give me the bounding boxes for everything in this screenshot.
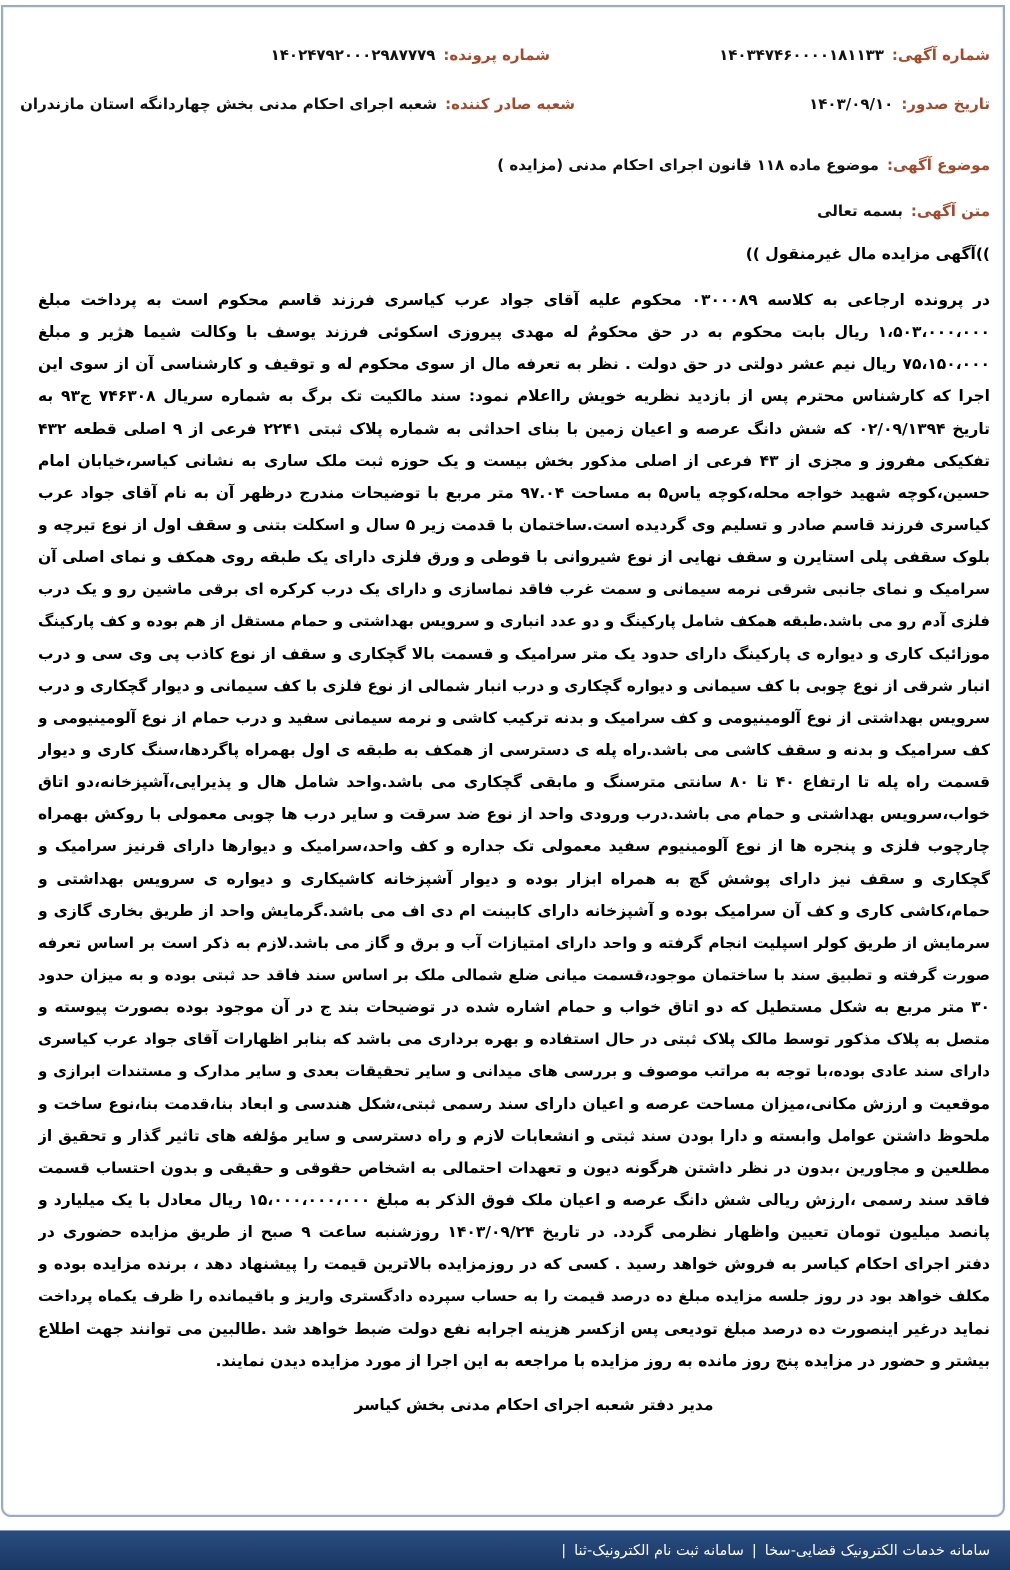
body-line: کف سرامیک و بدنه و سقف کاشی می باشد.راه پله ی دسترسی از همکف به طبقه ی اول بهمراه پاگردها،سنگ کاری و دیوار xyxy=(38,740,990,759)
notice-body xyxy=(38,284,990,1377)
body-line: ۱،۵۰۳،۰۰۰،۰۰۰ ریال بابت محکوم به در حق محکومُ له مهدی پیروزی اسکوئی فرزند یوسف با وکالت شیما هژیر و مبلغ xyxy=(38,323,990,342)
body-line: انبار شرقی از نوع چوبی با کف سیمانی و دیواره گچکاری و درب انبار شمالی از نوع فلزی با کف سیمانی و دیوار گچکاری و درب xyxy=(38,676,990,695)
body-line: نماید درغیر اینصورت ده درصد مبلغ تودیعی پس ازکسر هزینه اجرابه نفع دولت ضبط خواهد شد .طالبین می توانند جهت اطلاع xyxy=(38,1319,990,1338)
issue-date-field xyxy=(809,90,990,118)
body-line: سرمایش از طریق کولر اسپلیت انجام گرفته و واحد دارای امتیازات آب و برق و گاز می باشد.لازم به ذکر است بر اساس تعرفه xyxy=(38,933,990,952)
body-line: فاقد سند رسمی ،ارزش ریالی شش دانگ عرصه و اعیان ملک فوق الذکر به مبلغ ۱۵،۰۰۰،۰۰۰،۰۰۰ ریال معادل با یک میلیارد و xyxy=(38,1190,990,1209)
body-line: تفکیکی مفروز و مجزی از ۴۳ فرعی از اصلی مذکور بخش بیست و یک حوزه ثبت ملک ساری به نشانی کیاسر،خیابان امام xyxy=(38,451,990,470)
footer-link-sana[interactable]: سامانه ثبت نام الکترونیک-ثنا xyxy=(574,1542,744,1559)
body-line: ۷۵،۱۵۰،۰۰۰ ریال نیم عشر دولتی در حق دولت . نظر به تعرفه مال از سوی محکوم له و توقیف و کارشناسی آن از سوی این xyxy=(38,355,990,374)
body-line: خواب،سرویس بهداشتی و حمام می باشد.درب ورودی واحد از نوع ضد سرقت و سایر درب ها چوبی معمولی با روکش بهمراه xyxy=(38,805,990,824)
body-line: مکلف خواهد بود در روز جلسه مزایده مبلغ ده درصد قیمت را به حساب سپرده دادگستری واریز و باقیمانده را ظرف یکماه پرداخت xyxy=(38,1287,990,1306)
footer-separator: | xyxy=(751,1542,757,1559)
issuing-branch-field xyxy=(20,90,575,118)
body-line: بیشتر و حضور در مزایده پنج روز مانده به روز مزایده با مراجعه به این اجرا از مورد مزایده دیدن نمایند. xyxy=(215,1351,990,1370)
body-line: موزائیک کاری و دیواره ی پارکینگ دارای حدود یک متر سرامیک و قسمت بالا گچکاری و سقف از نوع کاذب پی وی سی و درب xyxy=(38,644,990,663)
notice-subject-label: موضوع آگهی: xyxy=(886,156,990,174)
issuing-branch-label: شعبه صادر کننده: xyxy=(445,95,575,113)
notice-text-field xyxy=(817,197,990,225)
body-line: صورت گرفته و تطبیق سند با ساختمان موجود،قسمت میانی ضلع شمالی ملک بر اساس سند فاقد حد ثبتی بوده و به میزان حدود xyxy=(38,965,990,984)
body-line: سرامیک و نمای جانبی شرقی نرمه سیمانی و سمت غرب فاقد نماسازی و دارای یک درب کرکره ای برقی ماشین رو و یک درب xyxy=(38,580,990,599)
notice-number-value: ۱۴۰۳۴۷۴۶۰۰۰۰۱۸۱۱۳۳ xyxy=(719,46,884,64)
case-number-label: شماره پرونده: xyxy=(443,46,550,64)
body-line: در پرونده ارجاعی به کلاسه ۰۳۰۰۰۸۹ محکوم علیه آقای جواد عرب کیاسری فرزند قاسم محکوم است به پرداخت مبلغ xyxy=(38,291,990,309)
body-line: بلوک سقفی پلی استایرن و سقف نهایی از نوع شیروانی با قوطی و ورق فلزی دارای یک طبقه روی همکف و نمای اصلی آن xyxy=(38,548,990,567)
body-line: چارچوب فلزی و پنجره ها از نوع آلومینیوم سفید معمولی تک جداره و کف واحد،سرامیک و دیوارها دارای قرنیز سرامیک و xyxy=(38,837,990,856)
footer-separator: | xyxy=(561,1542,567,1559)
notice-number-label: شماره آگهی: xyxy=(891,46,990,64)
body-line: سرویس بهداشتی از نوع آلومینیومی و کف سرامیک و بدنه ترکیب کاشی و نرمه سیمانی سفید و درب حمام از نوع آلومینیومی و xyxy=(38,708,990,727)
notice-subject-value: موضوع ماده ۱۱۸ قانون اجرای احکام مدنی (مزایده ) xyxy=(497,156,879,174)
body-line: موقعیت و ارزش مکانی،میزان مساحت عرصه و اعیان دارای سند رسمی ثبتی،شکل هندسی و ابعاد بنا،قدمت بنا،نوع ساخت و xyxy=(38,1094,990,1113)
body-line: ملحوظ داشتن عوامل وابسته و دارا بودن سند ثبتی و انشعابات لازم و راه دسترسی و سایر مؤلفه های تاثیر گذار و تحقیق از xyxy=(38,1126,990,1145)
body-line: حمام،کاشی کاری و کف آن سرامیک بوده و آشپزخانه دارای کابینت ام دی اف می باشد.گرمایش واحد از طریق بخاری گازی و xyxy=(38,901,990,920)
issue-date-label: تاریخ صدور: xyxy=(901,95,990,113)
footer-link-sakha[interactable]: سامانه خدمات الکترونیک قضایی-سخا xyxy=(764,1542,990,1559)
footer-bar xyxy=(0,1530,1010,1570)
notice-number-field xyxy=(719,41,990,69)
issue-date-value: ۱۴۰۳/۰۹/۱۰ xyxy=(809,95,894,113)
body-line: متصل به پلاک مذکور توسط مالک پلاک ثبتی در حال استفاده و بهره برداری می باشد که بنابر اظهارات آقای جواد عرب کیاسری xyxy=(38,1030,990,1049)
notice-subject-field xyxy=(497,151,990,179)
case-number-field xyxy=(271,41,550,69)
body-line: دارای سند عادی بوده،با توجه به مراتب موصوف و بررسی های میدانی و سایر تحقیقات بعدی و سایر مدارک و مستندات ابرازی و xyxy=(38,1062,990,1081)
body-line: پانصد میلیون تومان تعیین واظهار نظرمی گردد. در تاریخ ۱۴۰۳/۰۹/۲۴ روزشنبه ساعت ۹ صبح از طریق مزایده حضوری در xyxy=(38,1223,990,1242)
body-line: گچکاری و سقف نیز دارای پوشش گچ به همراه ابزار بوده و دیوار آشپزخانه کاشیکاری و دیواره ی سرویس بهداشتی و xyxy=(38,869,990,888)
notice-title: ))آگهی مزایده مال غیرمنقول )) xyxy=(745,245,990,263)
body-line: دفتر اجرای احکام کیاسر به فروش خواهد رسید . کسی که در روزمزایده بالاترین قیمت را پیشنهاد دهد ، برنده مزایده بوده و xyxy=(38,1255,990,1274)
signature: مدیر دفتر شعبه اجرای احکام مدنی بخش کیاسر xyxy=(354,1396,714,1414)
body-line: فلزی آدم رو می باشد.طبقه همکف شامل پارکینگ و دو عدد انباری و سرویس بهداشتی و حمام مستقل از هم بوده و کف پارکینگ xyxy=(38,612,990,631)
body-line: حسین،کوچه شهید خواجه محله،کوچه یاس۵ به مساحت ۹۷.۰۴ متر مربع با توضیحات مندرج درظهر آن به نام آقای جواد عرب xyxy=(38,483,990,502)
body-line: قسمت راه پله تا ارتفاع ۴۰ تا ۸۰ سانتی مترسنگ و مابقی گچکاری می باشد.واحد شامل هال و پذیرایی،آشپزخانه،دو اتاق xyxy=(38,773,990,792)
notice-text-label: متن آگهی: xyxy=(910,202,990,220)
body-line: تاریخ ۰۲/۰۹/۱۳۹۴ که شش دانگ عرصه و اعیان زمین با بنای احداثی به شماره پلاک ثبتی ۲۲۴۱ فرعی از ۹ اصلی قطعه ۴۳۲ xyxy=(38,419,990,438)
body-line: اجرا که کارشناس محترم پس از بازدید نظریه خویش رااعلام نمود: سند مالکیت تک برگ به شماره سریال ۷۴۶۳۰۸ ج۹۳ به xyxy=(38,387,990,406)
case-number-value: ۱۴۰۲۴۷۹۲۰۰۰۲۹۸۷۷۷۹ xyxy=(270,46,436,64)
body-line: مطلعین و مجاورین ،بدون در نظر داشتن هرگونه دیون و تعهدات احتمالی به اشخاص حقوقی و حقیقی و بدون احتساب قسمت xyxy=(38,1158,990,1177)
body-line: کیاسری فرزند قاسم صادر و تسلیم وی گردیده است.ساختمان با قدمت زیر ۵ سال و اسکلت بتنی و سقف اول از نوع تیرچه و xyxy=(38,515,990,534)
notice-text-heading: بسمه تعالی xyxy=(817,202,903,220)
body-line: ۳۰ متر مربع به شکل مستطیل که دو اتاق خواب و حمام اشاره شده در توضیحات بند ج در آن موجود بوده بصورت پیوسته و xyxy=(38,998,990,1017)
issuing-branch-value: شعبه اجرای احکام مدنی بخش چهاردانگه استان مازندران xyxy=(20,95,438,113)
